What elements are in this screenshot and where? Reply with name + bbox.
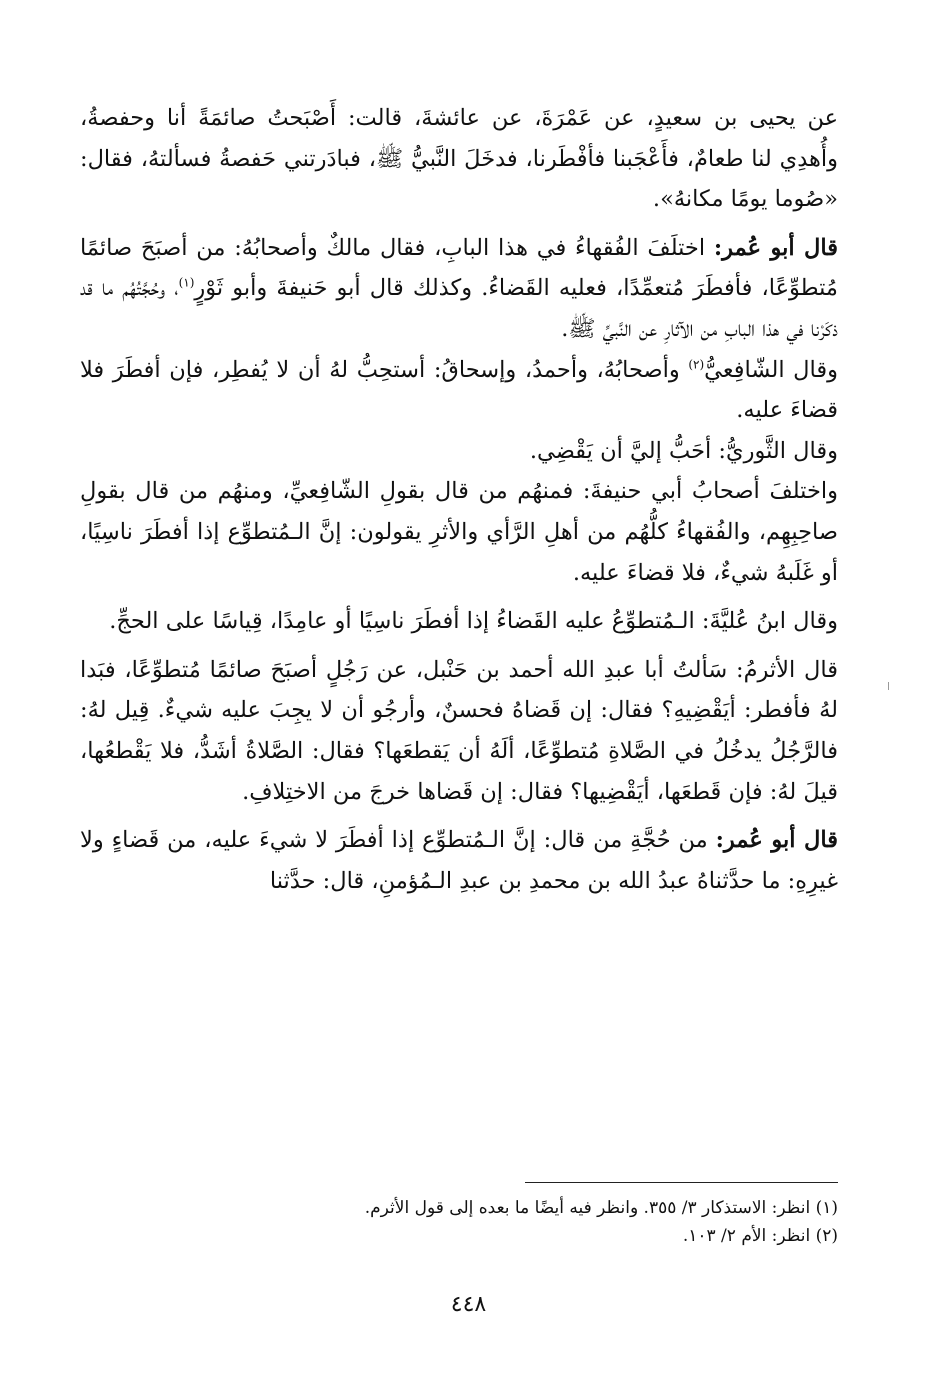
paragraph-text: واختلفَ أصحابُ أبي حنيفةَ: فمنهُم من قال بقولِ الشّافِعيِّ، ومنهُم من قال بقولِ صاحِبِهِم، والفُقهاءُ كلُّهُم من أهلِ الرَّأي والأثرِ يقولون: إنَّ الـمُتطوِّع إذا أفطَرَ ناسِيًا، أو غَلَبهُ شيءٌ، فلا قضاءَ عليه. bbox=[80, 478, 838, 586]
paragraph-text: اختلَفَ الفُقهاءُ في هذا البابِ، فقال مالكٌ وأصحابُهُ: من أصبَحَ صائمًا مُتطوِّعًا، فأفطَرَ مُتعمِّدًا، فعليه القَضاءُ. وكذلك قال أبو حَنيفةَ وأبو ثَوْرٍ bbox=[80, 234, 838, 302]
paragraph-text-tail: ، وحُجَّتُهُم ما قد ذكَرْنا في هذا البابِ من الآثارِ عن النَّبيِّ ﷺ. bbox=[80, 275, 838, 342]
footnote-marker[interactable]: (١) bbox=[178, 275, 195, 290]
paragraph-text: من حُجَّةِ من قال: إنَّ الـمُتطوِّع إذا أفطَرَ لا شيءَ عليه، من قَضاءٍ ولا غيرِهِ: ما حدَّثناهُ عبدُ الله بن محمدِ بن عبدِ الـمُؤمنِ، قال: حدَّثنا bbox=[80, 827, 838, 894]
page-number: ٤٤٨ bbox=[450, 1292, 487, 1317]
paragraph-lead: قال أبو عُمر: bbox=[715, 827, 838, 854]
footnote-1: (١) انظر: الاستذكار ٣/ ٣٥٥. وانظر فيه أيضًا ما بعده إلى قول الأثرم. bbox=[364, 1198, 838, 1218]
paragraph-abu-umar-2 bbox=[80, 820, 838, 901]
footnote-separator bbox=[525, 1182, 838, 1183]
paragraph-text: وقال الثَّوريُّ: أحَبُّ إليَّ أن يَقْضِي. bbox=[529, 437, 838, 464]
paragraph-lead: قال أبو عُمر: bbox=[713, 234, 838, 261]
main-text bbox=[80, 98, 838, 901]
paragraph-text: وقال ابنُ عُليَّةَ: الـمُتطوِّعُ عليه القَضاءُ إذا أفطَرَ ناسِيًا أو عامِدًا، قِياسًا على الحجِّ. bbox=[109, 608, 838, 635]
footnote-2: (٢) انظر: الأم ٢/ ١٠٣. bbox=[682, 1226, 838, 1246]
paragraph-thawri bbox=[80, 431, 838, 472]
paragraph-hanafi bbox=[80, 471, 838, 593]
paragraph-athram bbox=[80, 650, 838, 812]
footnotes bbox=[80, 1194, 838, 1250]
margin-mark bbox=[888, 682, 889, 690]
paragraph-text: قال الأثرمُ: سَألتُ أبا عبدِ الله أحمد بن حَنْبل، عن رَجُلٍ أصبَحَ صائمًا مُتطوِّعًا، فبَدا لهُ فأفطر: أيَقْضِيهِ؟ فقال: إن قَضاهُ فحسنٌ، وأرجُو أن لا يجِبَ عليه شيءٌ. قِيل لهُ: فالرَّجُلُ يدخُلُ في الصَّلاةِ مُتطوِّعًا، ألَهُ أن يَقطعَها؟ فقال: الصَّلاةُ أشَدُّ، فلا يَقْطعُها، قيلَ لهُ: فإن قَطعَها، أيَقْضِيها؟ فقال: إن قَضاها خرجَ من الاختِلافِ. bbox=[80, 656, 838, 805]
paragraph-text: عن يحيى بن سعيدٍ، عن عَمْرَةَ، عن عائشةَ، قالت: أَصْبَحتُ صائمَةً أنا وحفصةُ، وأُهدِي لنا طعامٌ، فأَعْجَبنا فأفْطَرنا، فدخَلَ النَّبيُّ ﷺ، فبادَرتني حَفصةُ فسألتهُ، فقال: «صُوما يومًا مكانهُ». bbox=[80, 105, 838, 213]
footnote-marker[interactable]: (٢) bbox=[688, 357, 705, 372]
paragraph-text: وقال الشّافِعيُّ bbox=[704, 356, 838, 383]
paragraph-abu-umar-1 bbox=[80, 228, 838, 350]
paragraph-hadith bbox=[80, 98, 838, 220]
paragraph-text-tail: وأصحابُهُ، وأحمدُ، وإسحاقُ: أستحِبُّ لهُ أن لا يُفطِر، فإن أفطَرَ فلا قضاءَ عليه. bbox=[80, 356, 838, 424]
paragraph-ibn-ulayya bbox=[80, 601, 838, 642]
paragraph-shafii bbox=[80, 350, 838, 431]
